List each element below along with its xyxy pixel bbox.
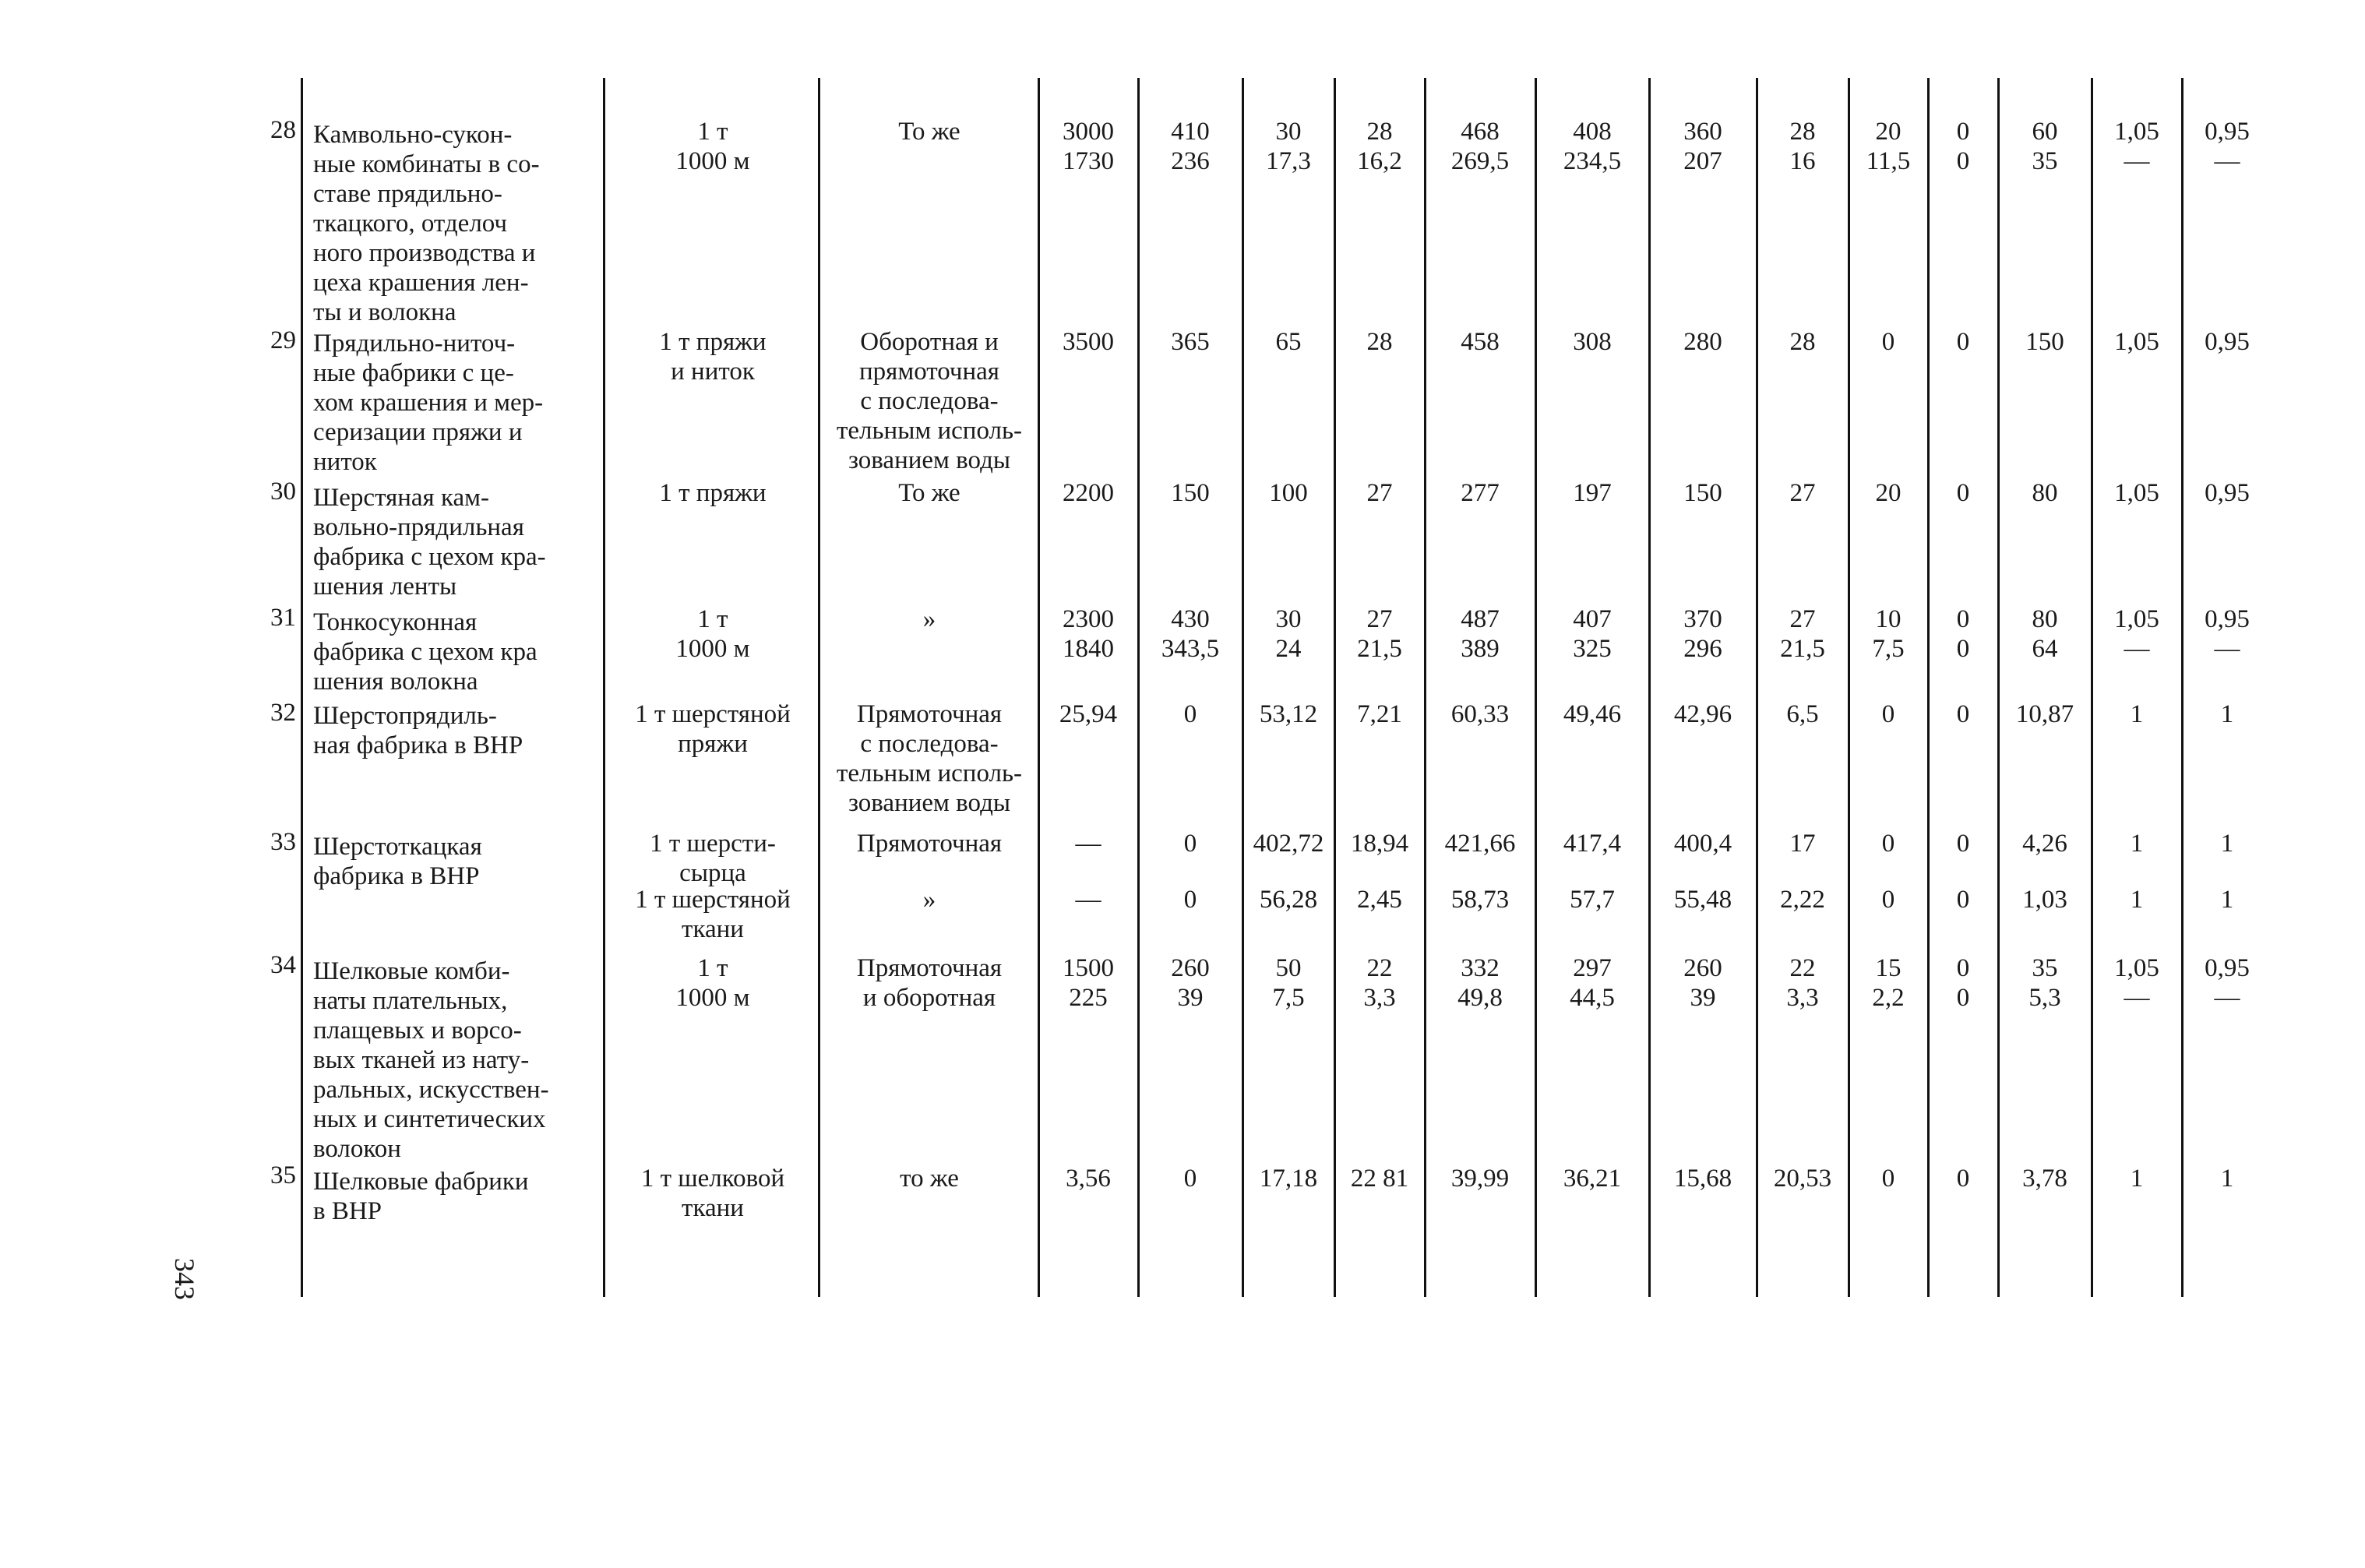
value-cell: 30 17,3 [1266, 118, 1311, 175]
value-cell: 28 [1366, 328, 1393, 356]
value-cell: 0 [1881, 1165, 1895, 1193]
value-cell: 65 [1275, 328, 1302, 356]
value-cell: 17 [1789, 830, 1816, 858]
value-cell: 0 [1956, 700, 1970, 728]
value-cell: 2300 1840 [1063, 605, 1114, 663]
value-cell: 197 [1573, 479, 1612, 507]
value-cell: 1,05 — [2114, 118, 2159, 175]
value-cell: 80 64 [2032, 605, 2058, 663]
value-cell: 0 0 [1956, 118, 1970, 175]
value-cell: 407 325 [1573, 605, 1612, 663]
water-scheme: Прямоточная и оборотная [856, 954, 1003, 1012]
value-cell: 3500 [1063, 328, 1114, 356]
value-cell: 20 11,5 [1866, 118, 1911, 175]
value-cell: 0,95 [2205, 479, 2250, 507]
value-cell: 0 [1881, 328, 1895, 356]
production-unit: 1 т шелковой ткани [640, 1165, 785, 1222]
enterprise-name: Шерстяная кам- вольно-прядильная фабрика с цехом кра- шения ленты [313, 484, 546, 601]
enterprise-name: Шерстоткацкая фабрика в ВНР [313, 833, 482, 890]
value-cell: 1 [2220, 830, 2234, 858]
value-cell: 49,46 [1563, 700, 1622, 728]
value-cell: 408 234,5 [1563, 118, 1622, 175]
value-cell: 58,73 [1450, 886, 1510, 914]
value-cell: 3000 1730 [1063, 118, 1114, 175]
row-number: 28 [270, 116, 296, 144]
enterprise-name: Шелковые комби- наты плательных, плащевых и ворсо- вых тканей из нату- ральных, искусствен- ных и синтетических волокон [313, 957, 549, 1163]
value-cell: 35 5,3 [2028, 954, 2061, 1012]
value-cell: 42,96 [1673, 700, 1732, 728]
water-scheme: Оборотная и прямоточная с последова- тельным исполь- зованием воды [836, 328, 1023, 474]
value-cell: 400,4 [1673, 830, 1732, 858]
value-cell: 1500 225 [1063, 954, 1114, 1012]
production-unit: 1 т шерстяной пряжи [635, 700, 791, 758]
value-cell: 402,72 [1253, 830, 1324, 858]
row-number: 32 [270, 699, 296, 727]
value-cell: 430 343,5 [1161, 605, 1220, 663]
row-number: 34 [270, 951, 296, 979]
column-rule [2181, 78, 2183, 1297]
column-rule [818, 78, 820, 1297]
value-cell: 3,56 [1066, 1165, 1111, 1193]
value-cell: 150 [1171, 479, 1210, 507]
value-cell: 1 [2130, 1165, 2144, 1193]
value-cell: 417,4 [1563, 830, 1622, 858]
value-cell: 53,12 [1259, 700, 1318, 728]
water-scheme: Прямоточная [856, 830, 1003, 858]
value-cell: 100 [1269, 479, 1308, 507]
value-cell: 370 296 [1683, 605, 1722, 663]
value-cell: 0 0 [1956, 605, 1970, 663]
value-cell: 0,95 — [2205, 118, 2250, 175]
value-cell: 3,78 [2022, 1165, 2067, 1193]
value-cell: 0 [1956, 886, 1970, 914]
value-cell: 1 [2220, 886, 2234, 914]
value-cell: 0 [1183, 700, 1197, 728]
column-rule [1137, 78, 1140, 1297]
value-cell: 30 24 [1275, 605, 1302, 663]
value-cell: 458 [1461, 328, 1500, 356]
value-cell: 55,48 [1673, 886, 1732, 914]
row-number: 30 [270, 477, 296, 506]
column-rule [1648, 78, 1651, 1297]
row-number: 31 [270, 604, 296, 632]
enterprise-name: Тонкосуконная фабрика с цехом кра шения волокна [313, 608, 538, 696]
production-unit: 1 т шерстяной ткани [635, 886, 791, 943]
value-cell: 1,05 [2114, 328, 2159, 356]
value-cell: 0 [1881, 886, 1895, 914]
value-cell: 468 269,5 [1450, 118, 1510, 175]
value-cell: 15,68 [1673, 1165, 1732, 1193]
production-unit: 1 т шерсти- сырца [650, 830, 776, 887]
value-cell: 56,28 [1259, 886, 1318, 914]
value-cell: 0 [1881, 830, 1895, 858]
value-cell: 0,95 — [2205, 954, 2250, 1012]
value-cell: 20,53 [1773, 1165, 1832, 1193]
page-number: 343 [169, 1258, 200, 1300]
water-scheme: То же [898, 479, 960, 507]
value-cell: 27 21,5 [1357, 605, 1402, 663]
water-scheme: Прямоточная с последова- тельным исполь- зованием воды [836, 700, 1023, 817]
production-unit: 1 т пряжи и ниток [659, 328, 767, 386]
value-cell: 39,99 [1450, 1165, 1510, 1193]
value-cell: 27 [1789, 479, 1816, 507]
column-rule [1334, 78, 1336, 1297]
value-cell: 1,05 — [2114, 954, 2159, 1012]
value-cell: 50 7,5 [1272, 954, 1305, 1012]
value-cell: 0 [1881, 700, 1895, 728]
value-cell: 1 [2130, 700, 2144, 728]
column-rule [301, 78, 303, 1297]
value-cell: 0 [1183, 886, 1197, 914]
value-cell: 17,18 [1259, 1165, 1318, 1193]
enterprise-name: Шелковые фабрики в ВНР [313, 1168, 529, 1225]
value-cell: 18,94 [1350, 830, 1409, 858]
production-unit: 1 т 1000 м [675, 954, 750, 1012]
value-cell: 27 [1366, 479, 1393, 507]
row-number: 33 [270, 828, 296, 856]
value-cell: 15 2,2 [1872, 954, 1905, 1012]
value-cell: 20 [1875, 479, 1902, 507]
production-unit: 1 т 1000 м [675, 605, 750, 663]
value-cell: 10,87 [2015, 700, 2074, 728]
water-scheme: » [922, 605, 936, 633]
value-cell: 22 81 [1350, 1165, 1409, 1193]
enterprise-name: Прядильно-ниточ- ные фабрики с це- хом крашения и мер- серизации пряжи и ниток [313, 329, 544, 476]
value-cell: 1,05 — [2114, 605, 2159, 663]
value-cell: 150 [2025, 328, 2064, 356]
value-cell: 365 [1171, 328, 1210, 356]
value-cell: 7,21 [1357, 700, 1402, 728]
value-cell: 57,7 [1570, 886, 1615, 914]
value-cell: 60,33 [1450, 700, 1510, 728]
value-cell: 25,94 [1059, 700, 1118, 728]
value-cell: 0 [1183, 830, 1197, 858]
value-cell: 0 [1956, 830, 1970, 858]
value-cell: 22 3,3 [1786, 954, 1819, 1012]
value-cell: 28 16,2 [1357, 118, 1402, 175]
value-cell: 10 7,5 [1872, 605, 1905, 663]
water-scheme: То же [898, 118, 960, 146]
enterprise-name: Камвольно-сукон- ные комбинаты в со- ставе прядильно- ткацкого, отделоч ного производства и цеха крашения лен- ты и волокна [313, 121, 540, 326]
value-cell: 280 [1683, 328, 1722, 356]
value-cell: 36,21 [1563, 1165, 1622, 1193]
value-cell: 4,26 [2022, 830, 2067, 858]
value-cell: 28 16 [1789, 118, 1816, 175]
column-rule [1997, 78, 2000, 1297]
column-rule [1424, 78, 1426, 1297]
value-cell: 1 [2130, 886, 2144, 914]
value-cell: 1,05 [2114, 479, 2159, 507]
value-cell: 260 39 [1171, 954, 1210, 1012]
value-cell: 22 3,3 [1363, 954, 1396, 1012]
water-scheme: то же [900, 1165, 959, 1193]
value-cell: 410 236 [1171, 118, 1210, 175]
value-cell: 2,22 [1780, 886, 1825, 914]
water-scheme: » [922, 886, 936, 914]
value-cell: 332 49,8 [1457, 954, 1503, 1012]
value-cell: 0 0 [1956, 954, 1970, 1012]
column-rule [1038, 78, 1040, 1297]
value-cell: 6,5 [1786, 700, 1819, 728]
value-cell: 1 [2220, 1165, 2234, 1193]
value-cell: 27 21,5 [1780, 605, 1825, 663]
value-cell: 0 [1956, 479, 1970, 507]
value-cell: 28 [1789, 328, 1816, 356]
column-rule [603, 78, 605, 1297]
value-cell: 0,95 [2205, 328, 2250, 356]
enterprise-name: Шерстопрядиль- ная фабрика в ВНР [313, 702, 523, 759]
column-rule [1535, 78, 1537, 1297]
column-rule [1927, 78, 1930, 1297]
value-cell: 0,95 — [2205, 605, 2250, 663]
value-cell: 1,03 [2022, 886, 2067, 914]
value-cell: 277 [1461, 479, 1500, 507]
value-cell: 360 207 [1683, 118, 1722, 175]
value-cell: 0 [1183, 1165, 1197, 1193]
value-cell: 1 [2220, 700, 2234, 728]
production-unit: 1 т пряжи [659, 479, 767, 507]
value-cell: 60 35 [2032, 118, 2058, 175]
value-cell: 297 44,5 [1570, 954, 1615, 1012]
value-cell: — [1075, 830, 1101, 858]
row-number: 29 [270, 326, 296, 354]
row-number: 35 [270, 1161, 296, 1189]
value-cell: 80 [2032, 479, 2058, 507]
value-cell: — [1075, 886, 1101, 914]
value-cell: 150 [1683, 479, 1722, 507]
value-cell: 421,66 [1444, 830, 1516, 858]
value-cell: 2200 [1063, 479, 1114, 507]
value-cell: 260 39 [1683, 954, 1722, 1012]
value-cell: 0 [1956, 1165, 1970, 1193]
column-rule [1848, 78, 1850, 1297]
value-cell: 1 [2130, 830, 2144, 858]
column-rule [2091, 78, 2093, 1297]
value-cell: 487 389 [1461, 605, 1500, 663]
value-cell: 308 [1573, 328, 1612, 356]
column-rule [1756, 78, 1758, 1297]
column-rule [1242, 78, 1244, 1297]
value-cell: 0 [1956, 328, 1970, 356]
production-unit: 1 т 1000 м [675, 118, 750, 175]
value-cell: 2,45 [1357, 886, 1402, 914]
